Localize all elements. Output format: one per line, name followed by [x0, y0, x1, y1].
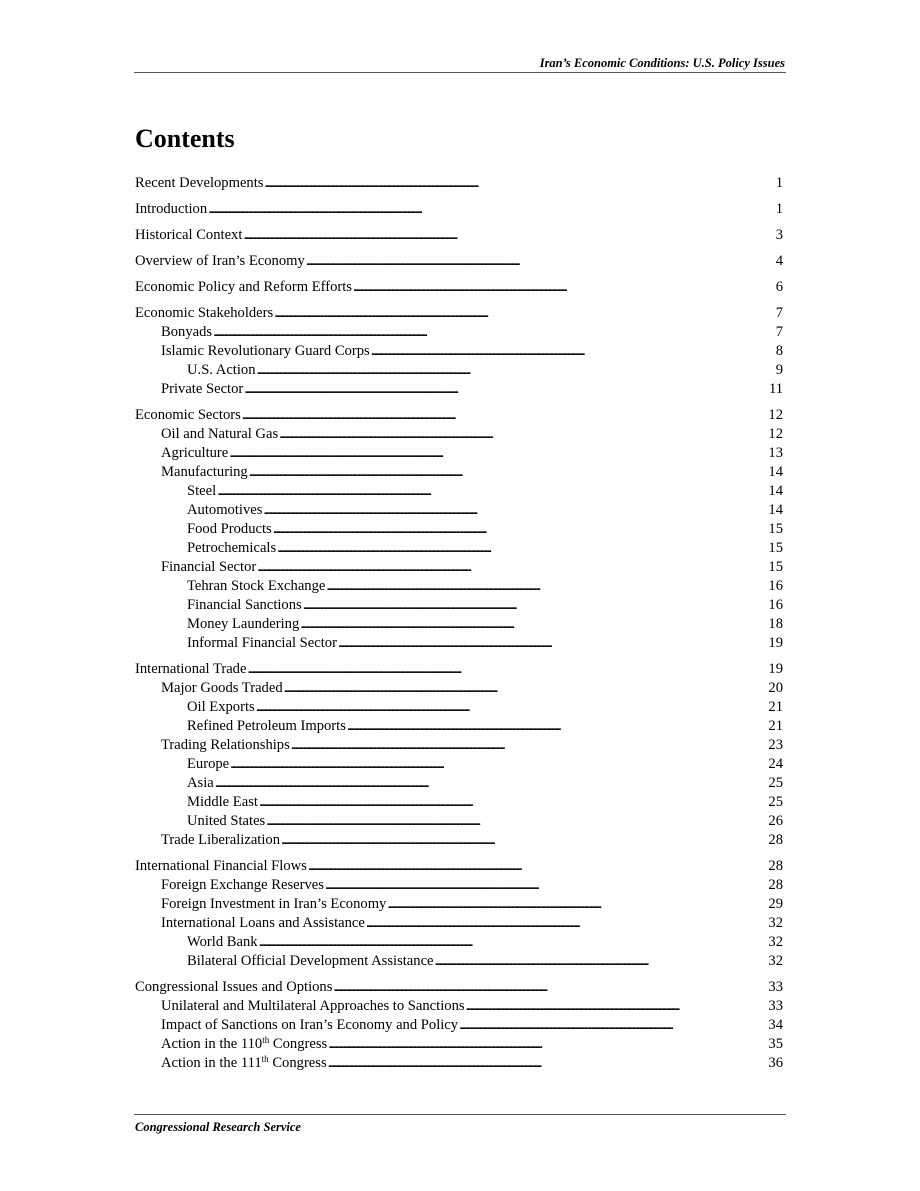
toc-entry[interactable] [135, 793, 783, 812]
toc-entry-page-number: 23 [768, 737, 783, 753]
toc-dot-leader [229, 444, 767, 463]
toc-entry-label: U.S. Action [187, 362, 256, 378]
toc-entry-label: Impact of Sanctions on Iran’s Economy and Policy [161, 1017, 459, 1033]
toc-entry[interactable] [135, 698, 783, 717]
toc-dot-leader [435, 952, 768, 971]
toc-entry[interactable] [135, 501, 783, 520]
toc-entry-page-number: 20 [768, 680, 783, 696]
toc-entry[interactable] [135, 425, 783, 444]
toc-entry-page-number: 14 [768, 464, 783, 480]
toc-entry-page-number: 12 [768, 407, 783, 423]
toc-dot-leader [347, 717, 768, 736]
toc-entry-label: Economic Sectors [135, 407, 241, 423]
toc-entry-label: Major Goods Traded [161, 680, 283, 696]
toc-entry[interactable] [135, 361, 783, 380]
toc-dot-leader [328, 1054, 768, 1073]
toc-entry-label: Congressional Issues and Options [135, 979, 333, 995]
toc-entry-page-number: 6 [775, 279, 783, 295]
toc-entry-label: Food Products [187, 521, 272, 537]
toc-dot-leader [459, 1016, 767, 1035]
toc-entry-page-number: 16 [768, 578, 783, 594]
toc-dot-leader [328, 1035, 767, 1054]
toc-entry[interactable] [135, 736, 783, 755]
toc-entry[interactable] [135, 615, 783, 634]
toc-entry-page-number: 35 [768, 1036, 783, 1052]
toc-dot-leader [326, 577, 767, 596]
toc-entry-label: Automotives [187, 502, 263, 518]
toc-entry-page-number: 4 [775, 253, 783, 269]
toc-entry-page-number: 26 [768, 813, 783, 829]
toc-entry-label: Oil Exports [187, 699, 255, 715]
toc-dot-leader [366, 914, 768, 933]
toc-entry-page-number: 1 [775, 175, 783, 191]
toc-entry[interactable] [135, 660, 783, 679]
toc-entry[interactable] [135, 323, 783, 342]
toc-entry-page-number: 25 [768, 794, 783, 810]
toc-entry-page-number: 8 [775, 343, 783, 359]
toc-dot-leader [279, 425, 767, 444]
running-header [134, 56, 786, 73]
toc-entry[interactable] [135, 252, 783, 271]
toc-dot-leader [387, 895, 767, 914]
toc-entry-label: Bilateral Official Development Assistance [187, 953, 434, 969]
toc-entry[interactable] [135, 482, 783, 501]
toc-dot-leader [242, 406, 768, 425]
toc-entry[interactable] [135, 380, 783, 399]
toc-dot-leader [325, 876, 767, 895]
toc-entry[interactable] [135, 444, 783, 463]
toc-entry-page-number: 29 [768, 896, 783, 912]
toc-entry-label: International Trade [135, 661, 247, 677]
toc-entry-label: Oil and Natural Gas [161, 426, 279, 442]
toc-entry[interactable] [135, 857, 783, 876]
toc-entry-page-number: 15 [768, 521, 783, 537]
toc-entry-page-number: 19 [768, 661, 783, 677]
toc-dot-leader [257, 361, 775, 380]
toc-entry-page-number: 24 [768, 756, 783, 772]
toc-dot-leader [300, 615, 767, 634]
toc-entry-page-number: 16 [768, 597, 783, 613]
toc-dot-leader [303, 596, 768, 615]
toc-entry[interactable] [135, 304, 783, 323]
toc-dot-leader [244, 380, 768, 399]
toc-entry-label: Overview of Iran’s Economy [135, 253, 305, 269]
toc-entry[interactable] [135, 174, 783, 193]
running-footer [134, 1114, 786, 1134]
toc-entry-page-number: 7 [775, 324, 783, 340]
toc-entry[interactable] [135, 997, 783, 1016]
toc-entry-label: Action in the 110th Congress [161, 1035, 328, 1052]
toc-entry-label: Economic Stakeholders [135, 305, 274, 321]
toc-entry-label: International Financial Flows [135, 858, 307, 874]
toc-entry-label: Islamic Revolutionary Guard Corps [161, 343, 370, 359]
toc-entry-label: Agriculture [161, 445, 229, 461]
toc-entry[interactable] [135, 342, 783, 361]
toc-entry-label: Money Laundering [187, 616, 300, 632]
toc-dot-leader [266, 812, 767, 831]
toc-entry-page-number: 33 [768, 979, 783, 995]
toc-entry-page-number: 34 [768, 1017, 783, 1033]
toc-entry[interactable] [135, 952, 783, 971]
toc-entry-label: United States [187, 813, 266, 829]
toc-entry-page-number: 19 [768, 635, 783, 651]
footer-publisher: Congressional Research Service [135, 1120, 301, 1134]
toc-entry-page-number: 11 [768, 381, 783, 397]
toc-entry-page-number: 32 [768, 953, 783, 969]
toc-entry-label: Informal Financial Sector [187, 635, 337, 651]
toc-dot-leader [259, 793, 767, 812]
toc-dot-leader [256, 698, 768, 717]
toc-entry-label: Economic Policy and Reform Efforts [135, 279, 352, 295]
toc-entry[interactable] [135, 1016, 783, 1035]
toc-entry-page-number: 32 [768, 934, 783, 950]
toc-dot-leader [217, 482, 767, 501]
toc-dot-leader [338, 634, 767, 653]
toc-entry-page-number: 21 [768, 718, 783, 734]
toc-entry-page-number: 18 [768, 616, 783, 632]
toc-dot-leader [259, 933, 768, 952]
toc-dot-leader [215, 774, 768, 793]
toc-entry-page-number: 28 [768, 877, 783, 893]
toc-entry[interactable] [135, 558, 783, 577]
toc-entry-page-number: 28 [768, 858, 783, 874]
toc-entry-label: Manufacturing [161, 464, 248, 480]
toc-entry-page-number: 36 [768, 1055, 783, 1071]
toc-entry[interactable] [135, 812, 783, 831]
toc-entry[interactable] [135, 717, 783, 736]
toc-entry[interactable] [135, 679, 783, 698]
toc-entry-page-number: 32 [768, 915, 783, 931]
running-header-title: Iran’s Economic Conditions: U.S. Policy Issues [539, 56, 785, 70]
toc-dot-leader [274, 304, 775, 323]
toc-dot-leader [333, 978, 767, 997]
toc-dot-leader [230, 755, 767, 774]
toc-entry-page-number: 1 [775, 201, 783, 217]
toc-dot-leader [353, 278, 775, 297]
toc-entry-page-number: 12 [768, 426, 783, 442]
toc-entry-label: Tehran Stock Exchange [187, 578, 326, 594]
toc-entry[interactable] [135, 226, 783, 245]
toc-entry-label: Unilateral and Multilateral Approaches to Sanctions [161, 998, 465, 1014]
toc-entry[interactable] [135, 596, 783, 615]
toc-entry-label: World Bank [187, 934, 258, 950]
toc-entry[interactable] [135, 895, 783, 914]
toc-entry[interactable] [135, 978, 783, 997]
toc-entry-label: Trade Liberalization [161, 832, 281, 848]
toc-entry-page-number: 3 [775, 227, 783, 243]
toc-dot-leader [273, 520, 768, 539]
toc-entry[interactable] [135, 634, 783, 653]
toc-entry-label: Trading Relationships [161, 737, 290, 753]
toc-entry-page-number: 15 [768, 559, 783, 575]
toc-entry-page-number: 15 [768, 540, 783, 556]
toc-entry[interactable] [135, 200, 783, 219]
toc-entry[interactable] [135, 539, 783, 558]
toc-entry-page-number: 33 [768, 998, 783, 1014]
toc-dot-leader [263, 501, 767, 520]
toc-entry-label: Asia [187, 775, 214, 791]
toc-dot-leader [264, 174, 774, 193]
toc-entry-label: Foreign Exchange Reserves [161, 877, 324, 893]
toc-dot-leader [243, 226, 774, 245]
toc-entry-label: Historical Context [135, 227, 243, 243]
toc-entry-page-number: 21 [768, 699, 783, 715]
toc-entry-label: Financial Sector [161, 559, 257, 575]
toc-dot-leader [277, 539, 767, 558]
toc-entry[interactable] [135, 933, 783, 952]
toc-entry-label: Financial Sanctions [187, 597, 302, 613]
toc-entry[interactable] [135, 831, 783, 850]
toc-dot-leader [257, 558, 767, 577]
toc-entry-label: Middle East [187, 794, 258, 810]
toc-entry-page-number: 7 [775, 305, 783, 321]
toc-entry-label: Petrochemicals [187, 540, 277, 556]
toc-dot-leader [247, 660, 767, 679]
toc-entry[interactable] [135, 876, 783, 895]
toc-entry-page-number: 13 [768, 445, 783, 461]
toc-entry[interactable] [135, 755, 783, 774]
toc-dot-leader [208, 200, 775, 219]
toc-dot-leader [466, 997, 768, 1016]
toc-entry[interactable] [135, 914, 783, 933]
toc-dot-leader [371, 342, 775, 361]
toc-dot-leader [249, 463, 768, 482]
toc-entry-page-number: 14 [768, 483, 783, 499]
toc-entry-label: Bonyads [161, 324, 213, 340]
toc-dot-leader [308, 857, 768, 876]
toc-entry-label: Refined Petroleum Imports [187, 718, 346, 734]
toc-entry[interactable] [135, 774, 783, 793]
toc-entry-label: Introduction [135, 201, 208, 217]
toc-dot-leader [281, 831, 767, 850]
toc-entry-page-number: 28 [768, 832, 783, 848]
toc-dot-leader [213, 323, 775, 342]
page-title: Contents [135, 124, 235, 153]
toc-entry[interactable] [135, 463, 783, 482]
toc-entry[interactable] [135, 278, 783, 297]
toc-entry[interactable] [135, 520, 783, 539]
toc-dot-leader [291, 736, 768, 755]
toc-entry[interactable] [135, 406, 783, 425]
toc-entry-label: Action in the 111th Congress [161, 1054, 327, 1071]
toc-entry[interactable] [135, 1035, 783, 1054]
toc-entry[interactable] [135, 577, 783, 596]
toc-entry-page-number: 25 [768, 775, 783, 791]
toc-entry-label: International Loans and Assistance [161, 915, 365, 931]
table-of-contents [135, 174, 783, 1073]
toc-entry-label: Foreign Investment in Iran’s Economy [161, 896, 387, 912]
toc-entry-label: Europe [187, 756, 230, 772]
toc-dot-leader [284, 679, 768, 698]
toc-dot-leader [306, 252, 775, 271]
toc-entry-label: Recent Developments [135, 175, 264, 191]
toc-entry-page-number: 14 [768, 502, 783, 518]
toc-entry-label: Private Sector [161, 381, 244, 397]
toc-entry[interactable] [135, 1054, 783, 1073]
toc-entry-label: Steel [187, 483, 217, 499]
toc-entry-page-number: 9 [775, 362, 783, 378]
